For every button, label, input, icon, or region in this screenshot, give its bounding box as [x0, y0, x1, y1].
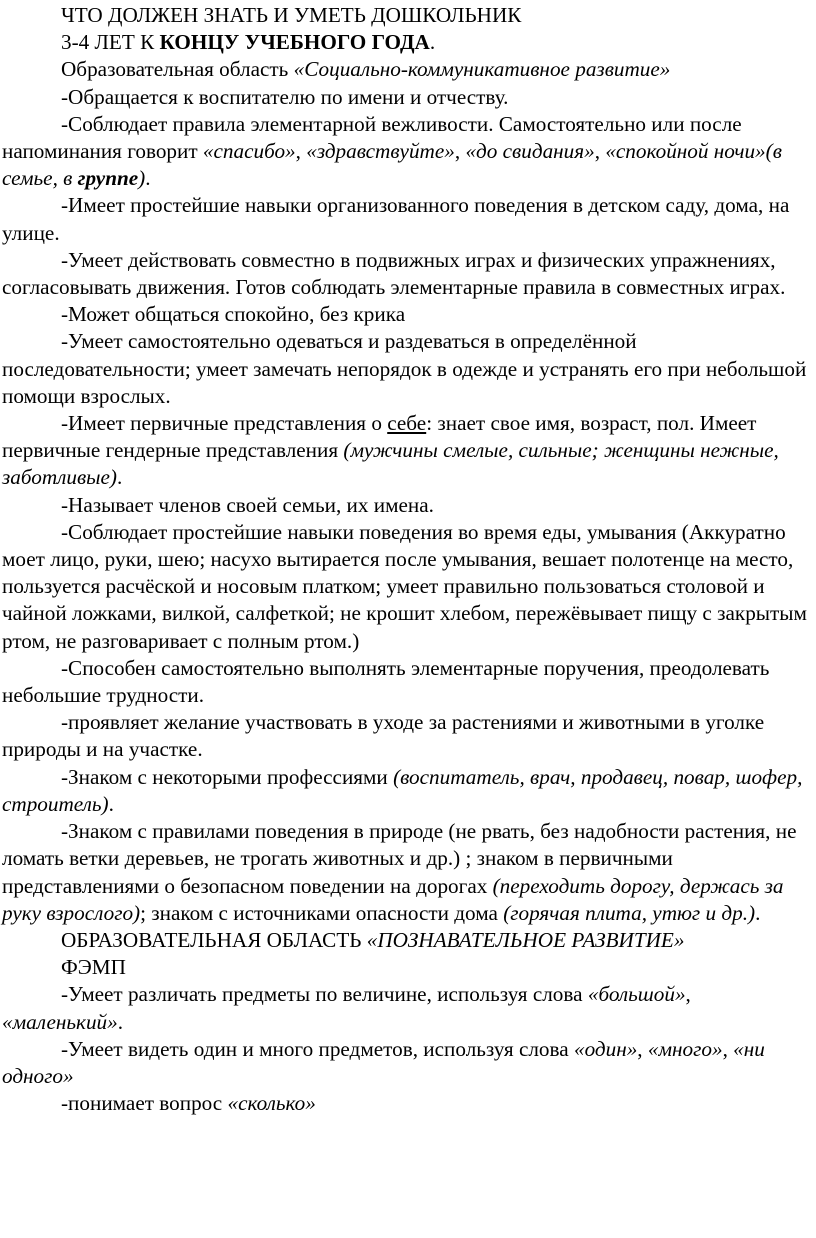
subsection-heading-femp: ФЭМП — [61, 955, 126, 980]
list-item: -проявляет желание участвовать в уходе за растениями и животными в уголке природы и на участке. — [2, 710, 765, 762]
list-item: -Умеет видеть один и много предметов, используя слова «один», «много», «ни одного» — [2, 1036, 765, 1088]
document-title-line1: ЧТО ДОЛЖЕН ЗНАТЬ И УМЕТЬ ДОШКОЛЬНИК — [61, 3, 522, 27]
list-item: -Обращается к воспитателю по имени и отчеству. — [61, 84, 509, 109]
list-item: -Соблюдает правила элементарной вежливости. Самостоятельно или после напоминания говорит «спасибо», «здравствуйте», «до свидания», «спокойной ночи»(в семье, в группе). — [2, 111, 782, 191]
section-heading-social: Образовательная область «Социально-коммуникативное развитие» — [61, 57, 671, 82]
list-item: -Называет членов своей семьи, их имена. — [61, 492, 434, 517]
list-item: -Может общаться спокойно, без крика — [61, 302, 406, 327]
list-item: -Соблюдает простейшие навыки поведения во время еды, умывания (Аккуратно моет лицо, руки, шею; насухо вытирается после умывания, вешает полотенце на место, пользуется расчёской и носовым платком; умеет правильно пользоваться столовой и чайной ложками, вилкой, салфеткой; не крошит хлебом, пережёвывает пищу с закрытым ртом, не разговаривает с полным ртом.) — [2, 519, 807, 653]
list-item: -Имеет простейшие навыки организованного поведения в детском саду, дома, на улице. — [2, 193, 790, 245]
list-item: -Умеет различать предметы по величине, используя слова «большой», «маленький». — [2, 982, 691, 1034]
list-item: -понимает вопрос «сколько» — [61, 1091, 316, 1116]
list-item: -Имеет первичные представления о себе: знает свое имя, возраст, пол. Имеет первичные гендерные представления (мужчины смелые, сильные; женщины нежные, заботливые). — [2, 411, 779, 490]
list-item: -Умеет действовать совместно в подвижных играх и физических упражнениях, согласовывать движения. Готов соблюдать элементарные правила в совместных играх. — [2, 247, 786, 300]
list-item: -Умеет самостоятельно одеваться и раздеваться в определённой последовательности; умеет замечать непорядок в одежде и устранять его при небольшой помощи взрослых. — [2, 329, 807, 408]
section-heading-cognitive: ОБРАЗОВАТЕЛЬНАЯ ОБЛАСТЬ «ПОЗНАВАТЕЛЬНОЕ РАЗВИТИЕ» — [61, 927, 685, 952]
list-item: -Знаком с некоторыми профессиями (воспитатель, врач, продавец, повар, шофер, строитель). — [2, 764, 803, 816]
list-item: -Способен самостоятельно выполнять элементарные поручения, преодолевать небольшие трудности. — [2, 655, 770, 708]
document-title-line2: 3-4 ЛЕТ К КОНЦУ УЧЕБНОГО ГОДА. — [61, 30, 436, 55]
list-item: -Знаком с правилами поведения в природе (не рвать, без надобности растения, не ломать ветки деревьев, не трогать животных и др.) ; знаком в первичными представлениями о безопасном поведении на дорогах (переходить дорогу, держась за руку взрослого); знаком с источниками опасности дома (горячая плита, утюг и др.). — [2, 819, 797, 925]
